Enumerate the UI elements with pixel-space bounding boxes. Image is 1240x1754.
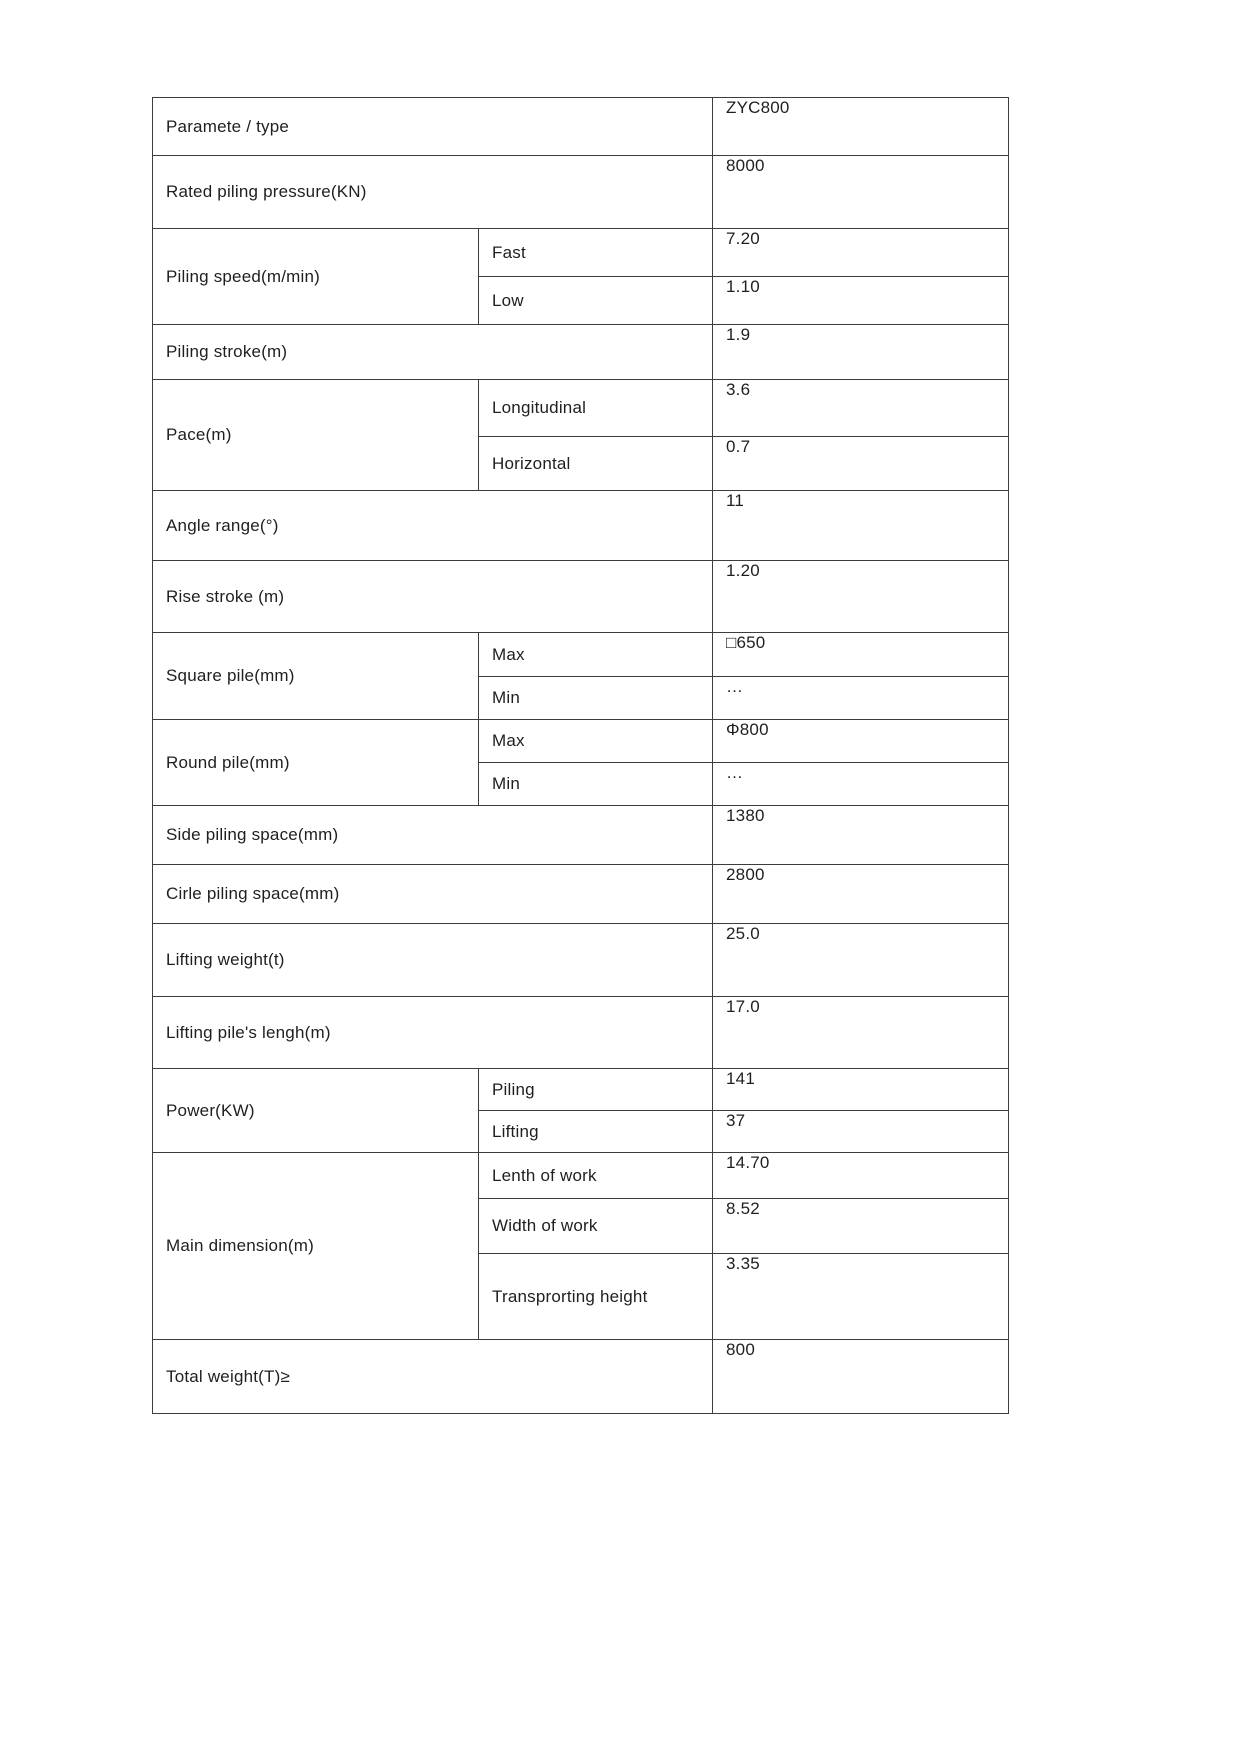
table-row — [153, 1340, 1009, 1414]
row-value: 0.7 — [713, 437, 1009, 491]
table-row — [153, 491, 1009, 561]
table-row — [153, 325, 1009, 380]
row-label: Side piling space(mm) — [153, 806, 713, 865]
row-value: 17.0 — [713, 997, 1009, 1069]
table-row — [153, 98, 1009, 156]
row-value: 1.9 — [713, 325, 1009, 380]
row-sub-label: Max — [479, 633, 713, 677]
row-label: Total weight(T)≥ — [153, 1340, 713, 1414]
row-label: Round pile(mm) — [153, 720, 479, 806]
row-value: … — [713, 763, 1009, 806]
row-value: 2800 — [713, 865, 1009, 924]
row-label: Angle range(°) — [153, 491, 713, 561]
row-sub-label: Fast — [479, 229, 713, 277]
row-value: Φ800 — [713, 720, 1009, 763]
table-row — [153, 1153, 1009, 1199]
row-sub-label: Min — [479, 763, 713, 806]
table-row — [153, 156, 1009, 229]
row-label: Piling speed(m/min) — [153, 229, 479, 325]
row-value: 800 — [713, 1340, 1009, 1414]
row-value: 3.35 — [713, 1254, 1009, 1340]
table-row — [153, 720, 1009, 763]
row-label: Power(KW) — [153, 1069, 479, 1153]
row-label: Pace(m) — [153, 380, 479, 491]
row-sub-label: Width of work — [479, 1199, 713, 1254]
table-row — [153, 229, 1009, 277]
row-value: 7.20 — [713, 229, 1009, 277]
table-row — [153, 806, 1009, 865]
table-row — [153, 924, 1009, 997]
row-value: 14.70 — [713, 1153, 1009, 1199]
table-row — [153, 997, 1009, 1069]
row-value: … — [713, 677, 1009, 720]
row-sub-label: Max — [479, 720, 713, 763]
table-row — [153, 561, 1009, 633]
row-label: Rated piling pressure(KN) — [153, 156, 713, 229]
row-label: Rise stroke (m) — [153, 561, 713, 633]
row-sub-label: Lifting — [479, 1111, 713, 1153]
row-value: 1380 — [713, 806, 1009, 865]
row-value: 11 — [713, 491, 1009, 561]
row-value: 37 — [713, 1111, 1009, 1153]
table-row — [153, 633, 1009, 677]
row-value: 1.20 — [713, 561, 1009, 633]
table-row — [153, 865, 1009, 924]
table-row — [153, 380, 1009, 437]
row-value: ZYC800 — [713, 98, 1009, 156]
row-label: Paramete / type — [153, 98, 713, 156]
row-label: Piling stroke(m) — [153, 325, 713, 380]
row-value: 25.0 — [713, 924, 1009, 997]
row-value: 8000 — [713, 156, 1009, 229]
table-row — [153, 1069, 1009, 1111]
spec-table — [152, 97, 1009, 1414]
row-label: Square pile(mm) — [153, 633, 479, 720]
row-label: Main dimension(m) — [153, 1153, 479, 1340]
row-sub-label: Longitudinal — [479, 380, 713, 437]
row-value: 1.10 — [713, 277, 1009, 325]
row-sub-label: Piling — [479, 1069, 713, 1111]
row-sub-label: Low — [479, 277, 713, 325]
row-value: 141 — [713, 1069, 1009, 1111]
row-sub-label: Min — [479, 677, 713, 720]
row-label: Lifting pile's lengh(m) — [153, 997, 713, 1069]
row-label: Lifting weight(t) — [153, 924, 713, 997]
row-sub-label: Horizontal — [479, 437, 713, 491]
row-value: 8.52 — [713, 1199, 1009, 1254]
row-sub-label: Lenth of work — [479, 1153, 713, 1199]
row-sub-label: Transprorting height — [479, 1254, 713, 1340]
row-value: 3.6 — [713, 380, 1009, 437]
row-label: Cirle piling space(mm) — [153, 865, 713, 924]
row-value: □650 — [713, 633, 1009, 677]
